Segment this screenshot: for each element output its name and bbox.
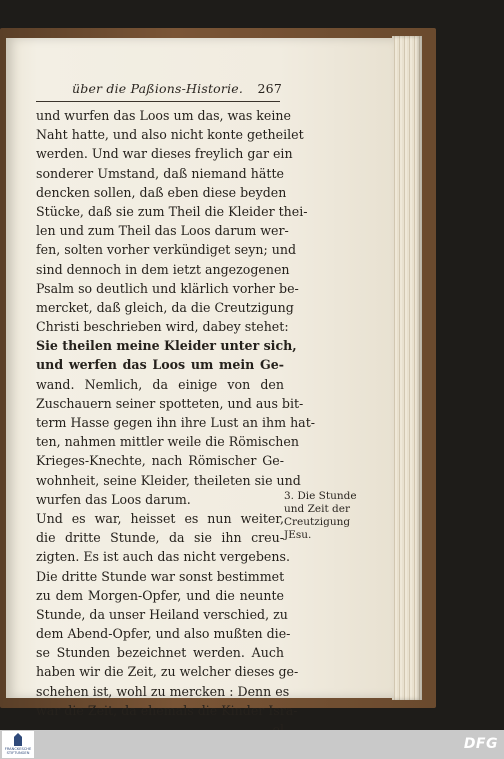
text-line: Sie theilen meine Kleider unter sich, — [36, 338, 297, 354]
text-line: wurfen das Loos darum. — [36, 491, 191, 507]
text-line: Die dritte Stunde war sonst bestimmet — [36, 568, 285, 584]
text-line: war die Zeit, da ehemals die Kinder Isra- — [36, 702, 298, 718]
text-line: wand. Nemlich, da einige von den — [36, 376, 284, 392]
text-line: werden. Und war dieses freylich gar ein — [36, 146, 293, 162]
dfg-logo[interactable]: DFG — [463, 736, 498, 752]
header-rule — [36, 101, 280, 102]
text-line: dem Abend-Opfer, und also mußten die- — [36, 626, 291, 642]
margin-note-line: 3. Die Stunde — [284, 490, 357, 502]
book-page — [6, 38, 394, 718]
text-line: Krieges-Knechte, nach Römischer Ge- — [36, 453, 284, 469]
margin-note-line: Creutzigung — [284, 516, 351, 528]
text-line: und wurfen das Loos um das, was keine — [36, 108, 291, 123]
margin-note-line: und Zeit der — [284, 503, 350, 515]
text-line: term Hasse gegen ihn ihre Lust an ihm hat- — [36, 415, 316, 430]
page-number: 267 — [257, 81, 282, 96]
text-line: Zuschauern seiner spotteten, und aus bit- — [36, 395, 304, 411]
text-line: die dritte Stunde, da sie ihn creu- — [36, 530, 284, 546]
tower-icon — [14, 733, 22, 746]
text-line: haben wir die Zeit, zu welcher dieses ge- — [36, 664, 299, 680]
text-line: Christi beschrieben wird, dabey stehet: — [36, 319, 289, 335]
text-line: sind dennoch in dem ietzt angezogenen — [36, 261, 290, 277]
text-line: und werfen das Loos um mein Ge- — [36, 357, 284, 373]
text-line: mercket, daß gleich, da die Creutzigung — [36, 299, 294, 315]
text-line: Psalm so deutlich und klärlich vorher be- — [36, 280, 299, 296]
francke-logo[interactable] — [2, 731, 34, 758]
page-edges — [392, 36, 422, 700]
text-line: schehen ist, wohl zu mercken : Denn es — [36, 683, 290, 699]
text-line: Und es war, heisset es nun weiter, — [36, 510, 284, 526]
footer-bar — [0, 730, 504, 759]
running-head-title: über die Paßions-Historie. — [72, 81, 244, 96]
text-line: Naht hatte, und also nicht konte getheilet — [36, 127, 304, 143]
text-line: zigten. Es ist auch das nicht vergebens. — [36, 549, 290, 565]
text-line: ten, nahmen mittler weile die Römischen — [36, 434, 299, 450]
text-line: wohnheit, seine Kleider, theileten sie und — [36, 472, 301, 488]
logo-text: FRANCKESCHE STIFTUNGEN — [4, 747, 32, 755]
text-line: fen, solten vorher verkündiget seyn; und — [36, 242, 297, 258]
margin-note — [284, 490, 364, 542]
text-line: se Stunden bezeichnet werden. Auch — [36, 645, 284, 661]
margin-note-line: JEsu. — [284, 529, 312, 541]
text-line: sonderer Umstand, daß niemand hätte — [36, 165, 284, 181]
running-head — [32, 81, 282, 99]
text-line: len und zum Theil das Loos darum wer- — [36, 223, 289, 239]
text-line: Stunde, da unser Heiland verschied, zu — [36, 606, 288, 622]
text-line: zu dem Morgen-Opfer, und die neunte — [36, 587, 284, 603]
text-line: Stücke, daß sie zum Theil die Kleider thei- — [36, 203, 308, 219]
text-line: dencken sollen, daß eben diese beyden — [36, 184, 287, 200]
